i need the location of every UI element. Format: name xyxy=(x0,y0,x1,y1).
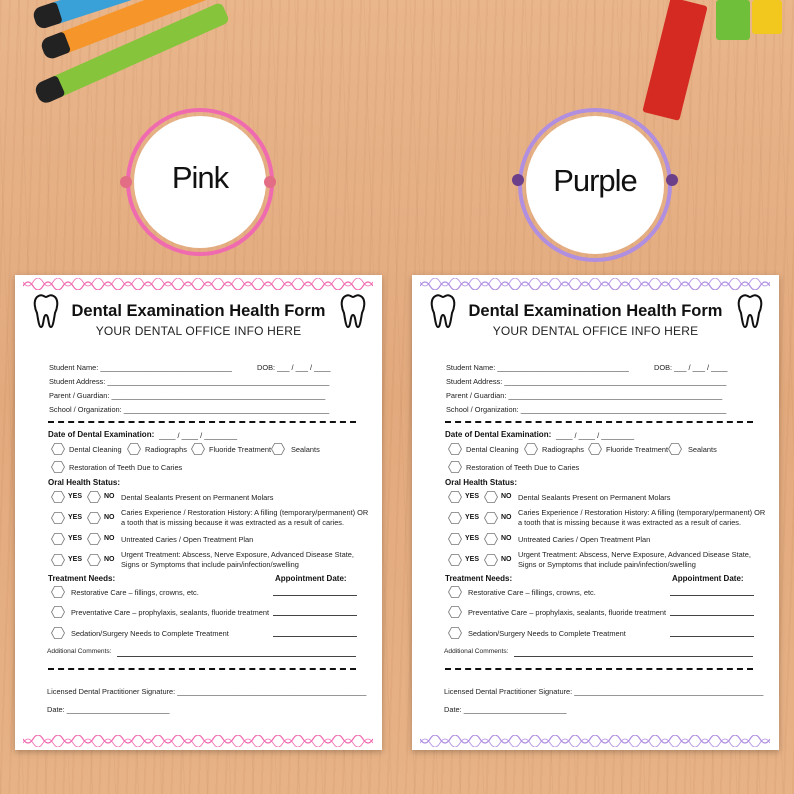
form-sheet-pink xyxy=(15,275,382,750)
yes-label: YES xyxy=(68,493,83,500)
school-organization-field[interactable]: School / Organization: __________________________________________________ xyxy=(49,405,330,414)
yes-label: YES xyxy=(68,535,83,542)
treatment-item: Preventative Care – prophylaxis, sealants, fluoride treatment xyxy=(468,608,667,617)
hexagon-checkbox[interactable] xyxy=(524,443,538,455)
treatment-item: Restorative Care – fillings, crowns, etc. xyxy=(468,588,596,597)
school-organization-field[interactable]: School / Organization: __________________________________________________ xyxy=(446,405,727,414)
no-label: NO xyxy=(501,514,512,521)
hexagon-checkbox[interactable] xyxy=(271,443,285,455)
status-item: Urgent Treatment: Abscess, Nerve Exposure, Advanced Disease State, Signs or Symptoms that include pain/infection/swelling xyxy=(121,550,354,569)
no-label: NO xyxy=(104,535,115,542)
date-exam-label: Date of Dental Examination: xyxy=(48,430,155,439)
status-item: Dental Sealants Present on Permanent Molars xyxy=(121,493,274,502)
badge-dot xyxy=(264,176,276,188)
hexagon-checkbox[interactable] xyxy=(448,461,462,473)
form-title: Dental Examination Health Form xyxy=(71,302,326,320)
appointment-date-line[interactable] xyxy=(273,615,357,616)
appointment-date-line[interactable] xyxy=(670,615,754,616)
hexagon-checkbox[interactable] xyxy=(484,554,498,566)
date-field[interactable]: Date: _________________________ xyxy=(47,705,170,714)
decorative-border xyxy=(23,278,373,290)
hexagon-checkbox[interactable] xyxy=(484,491,498,503)
yes-label: YES xyxy=(465,493,480,500)
form-title: Dental Examination Health Form xyxy=(468,302,723,320)
clothespin-yellow xyxy=(752,0,782,34)
additional-comments-line[interactable] xyxy=(117,656,356,657)
form-subtitle: YOUR DENTAL OFFICE INFO HERE xyxy=(95,324,302,338)
appointment-date-line[interactable] xyxy=(670,595,754,596)
option-label: Restoration of Teeth Due to Caries xyxy=(69,463,183,472)
hexagon-checkbox[interactable] xyxy=(484,533,498,545)
hexagon-checkbox[interactable] xyxy=(51,554,65,566)
yes-label: YES xyxy=(68,514,83,521)
date-exam-field[interactable]: ____ / ____ / ________ xyxy=(159,431,238,440)
option-label: Restoration of Teeth Due to Caries xyxy=(466,463,580,472)
student-address-field[interactable]: Student Address: ______________________________________________________ xyxy=(446,377,727,386)
option-label: Dental Cleaning xyxy=(466,445,519,454)
option-label: Fluoride Treatment xyxy=(209,445,272,454)
no-label: NO xyxy=(501,556,512,563)
treatment-needs-label: Treatment Needs: xyxy=(48,574,116,583)
hexagon-checkbox[interactable] xyxy=(448,554,462,566)
no-label: NO xyxy=(104,556,115,563)
hexagon-checkbox[interactable] xyxy=(51,512,65,524)
date-exam-field[interactable]: ____ / ____ / ________ xyxy=(556,431,635,440)
status-item: Urgent Treatment: Abscess, Nerve Exposure, Advanced Disease State, Signs or Symptoms that include pain/infection/swelling xyxy=(518,550,751,569)
yes-label: YES xyxy=(68,556,83,563)
hexagon-checkbox[interactable] xyxy=(448,491,462,503)
additional-comments-label: Additional Comments: xyxy=(47,648,112,655)
option-label: Sealants xyxy=(291,445,320,454)
hexagon-checkbox[interactable] xyxy=(127,443,141,455)
section-divider xyxy=(48,421,356,423)
form-subtitle: YOUR DENTAL OFFICE INFO HERE xyxy=(492,324,699,338)
treatment-item: Restorative Care – fillings, crowns, etc. xyxy=(71,588,199,597)
appointment-date-label: Appointment Date: xyxy=(672,574,744,583)
dob-field[interactable]: DOB: ___ / ___ / ____ xyxy=(257,363,331,372)
hexagon-checkbox[interactable] xyxy=(51,606,65,618)
oral-health-label: Oral Health Status: xyxy=(48,478,121,487)
hexagon-checkbox[interactable] xyxy=(87,533,101,545)
hexagon-checkbox[interactable] xyxy=(87,491,101,503)
no-label: NO xyxy=(501,535,512,542)
status-item: Untreated Caries / Open Treatment Plan xyxy=(518,535,651,544)
treatment-item: Sedation/Surgery Needs to Complete Treatment xyxy=(468,629,626,638)
hexagon-checkbox[interactable] xyxy=(484,512,498,524)
treatment-item: Preventative Care – prophylaxis, sealants, fluoride treatment xyxy=(71,608,270,617)
form-sheet-purple xyxy=(412,275,779,750)
date-field[interactable]: Date: _________________________ xyxy=(444,705,567,714)
hexagon-checkbox[interactable] xyxy=(448,586,462,598)
hexagon-checkbox[interactable] xyxy=(448,533,462,545)
date-exam-label: Date of Dental Examination: xyxy=(445,430,552,439)
hexagon-checkbox[interactable] xyxy=(51,461,65,473)
status-item: Dental Sealants Present on Permanent Molars xyxy=(518,493,671,502)
appointment-date-line[interactable] xyxy=(273,636,357,637)
hexagon-checkbox[interactable] xyxy=(51,627,65,639)
clothespin-red xyxy=(642,0,707,121)
section-divider xyxy=(445,421,753,423)
hexagon-checkbox[interactable] xyxy=(668,443,682,455)
appointment-date-line[interactable] xyxy=(273,595,357,596)
yes-label: YES xyxy=(465,556,480,563)
option-label: Radiographs xyxy=(145,445,187,454)
signature-field[interactable]: Licensed Dental Practitioner Signature: ______________________________________________ xyxy=(444,687,764,696)
student-address-field[interactable]: Student Address: ______________________________________________________ xyxy=(49,377,330,386)
oral-health-label: Oral Health Status: xyxy=(445,478,518,487)
option-label: Dental Cleaning xyxy=(69,445,122,454)
additional-comments-label: Additional Comments: xyxy=(444,648,509,655)
no-label: NO xyxy=(501,493,512,500)
form-page xyxy=(412,275,779,750)
hexagon-checkbox[interactable] xyxy=(448,606,462,618)
yes-label: YES xyxy=(465,514,480,521)
clothespin-green xyxy=(716,0,750,40)
yes-label: YES xyxy=(465,535,480,542)
badge-label: Purple xyxy=(553,163,637,198)
hexagon-checkbox[interactable] xyxy=(51,586,65,598)
hexagon-checkbox[interactable] xyxy=(87,512,101,524)
parent-guardian-field[interactable]: Parent / Guardian: ____________________________________________________ xyxy=(49,391,326,400)
hexagon-checkbox[interactable] xyxy=(51,491,65,503)
treatment-needs-label: Treatment Needs: xyxy=(445,574,513,583)
option-label: Fluoride Treatment xyxy=(606,445,669,454)
hexagon-checkbox[interactable] xyxy=(448,627,462,639)
hexagon-checkbox[interactable] xyxy=(87,554,101,566)
form-page xyxy=(15,275,382,750)
section-divider xyxy=(445,668,753,670)
parent-guardian-field[interactable]: Parent / Guardian: ____________________________________________________ xyxy=(446,391,723,400)
option-label: Sealants xyxy=(688,445,717,454)
hexagon-checkbox[interactable] xyxy=(448,443,462,455)
decorative-border xyxy=(420,278,770,290)
badge-label: Pink xyxy=(171,160,229,195)
badge-dot xyxy=(666,174,678,186)
appointment-date-line[interactable] xyxy=(670,636,754,637)
badge-dot xyxy=(120,176,132,188)
decorative-border xyxy=(23,735,373,747)
signature-field[interactable]: Licensed Dental Practitioner Signature: ______________________________________________ xyxy=(47,687,367,696)
no-label: NO xyxy=(104,493,115,500)
status-item: Untreated Caries / Open Treatment Plan xyxy=(121,535,254,544)
dob-field[interactable]: DOB: ___ / ___ / ____ xyxy=(654,363,728,372)
hexagon-checkbox[interactable] xyxy=(51,443,65,455)
status-item: Caries Experience / Restoration History: A filling (temporary/permanent) OR a tooth that is missing because it was extracted as a result of caries. xyxy=(121,508,369,527)
decorative-border xyxy=(420,735,770,747)
section-divider xyxy=(48,668,356,670)
appointment-date-label: Appointment Date: xyxy=(275,574,347,583)
badge-dot xyxy=(512,174,524,186)
student-name-field[interactable]: Student Name: ________________________________ xyxy=(49,363,232,372)
status-item: Caries Experience / Restoration History: A filling (temporary/permanent) OR a tooth that is missing because it was extracted as a result of caries. xyxy=(518,508,766,527)
student-name-field[interactable]: Student Name: ________________________________ xyxy=(446,363,629,372)
hexagon-checkbox[interactable] xyxy=(191,443,205,455)
additional-comments-line[interactable] xyxy=(514,656,753,657)
no-label: NO xyxy=(104,514,115,521)
hexagon-checkbox[interactable] xyxy=(448,512,462,524)
hexagon-checkbox[interactable] xyxy=(588,443,602,455)
option-label: Radiographs xyxy=(542,445,584,454)
hexagon-checkbox[interactable] xyxy=(51,533,65,545)
treatment-item: Sedation/Surgery Needs to Complete Treatment xyxy=(71,629,229,638)
